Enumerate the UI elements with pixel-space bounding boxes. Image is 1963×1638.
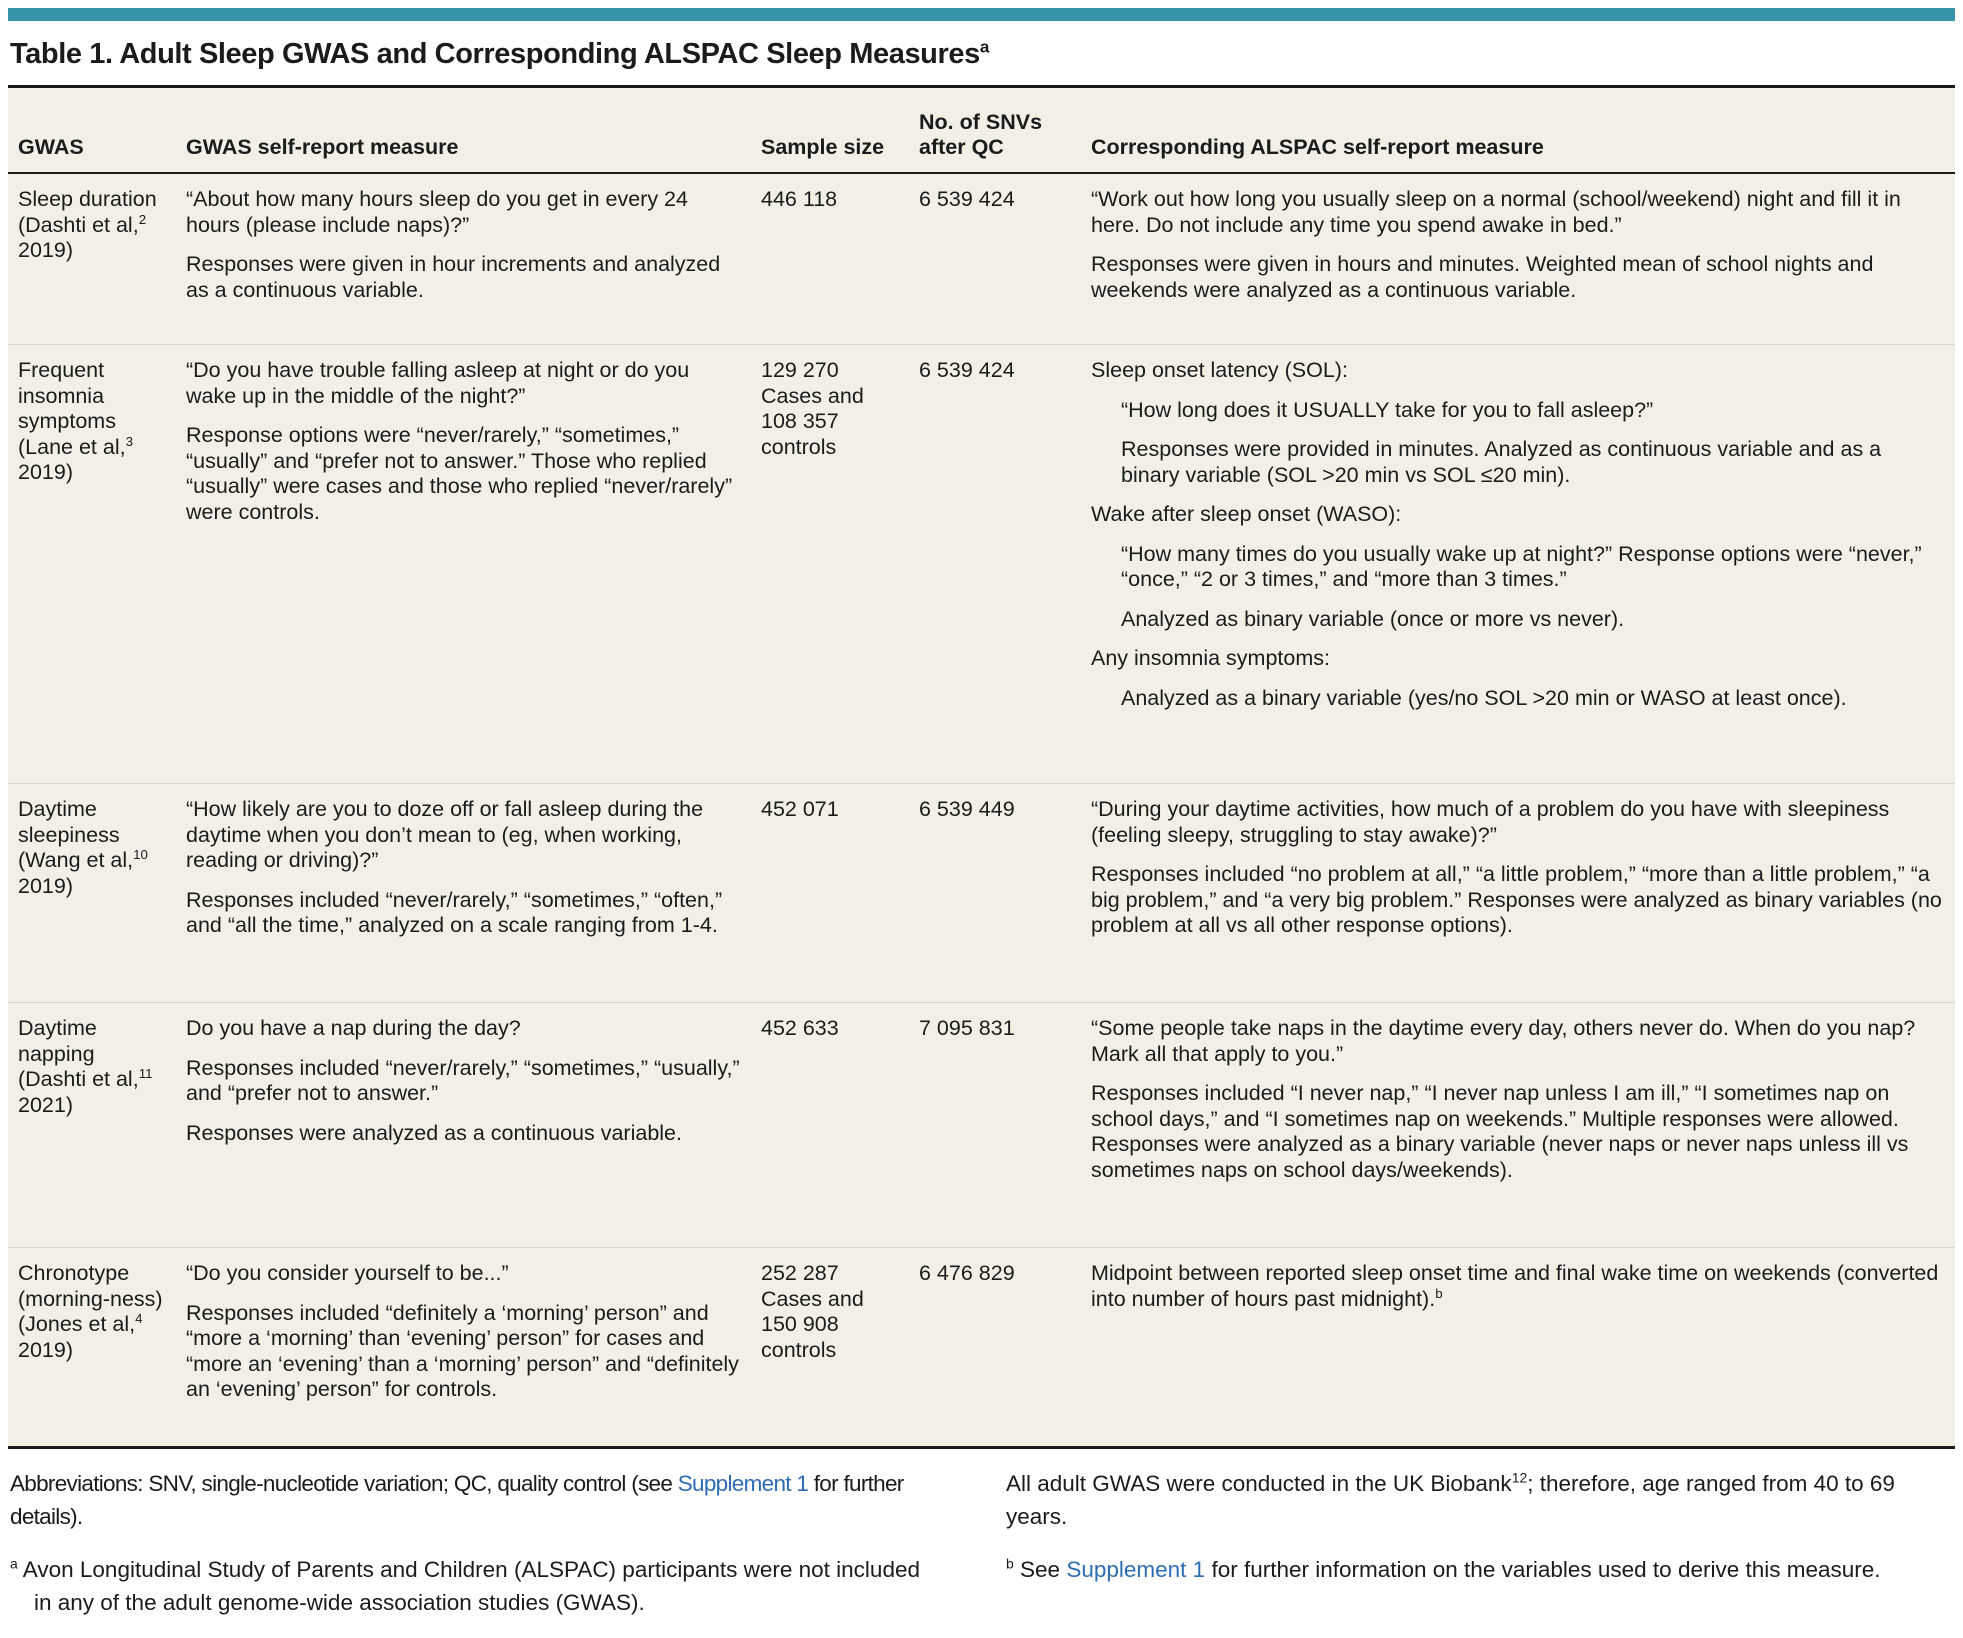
alspac-paragraph: Responses included “no problem at all,” “a little problem,” “more than a little problem,” “a big problem,” and “a very big problem.” Responses were analyzed as binary variables (no problem at all vs all other response options).	[1091, 862, 1942, 937]
citation-ref: 12	[1511, 1469, 1528, 1486]
alspac-paragraph: Responses were given in hours and minutes. Weighted mean of school nights and weekends were analyzed as a continuous variable.	[1091, 252, 1874, 302]
measure-paragraph: Responses included “never/rarely,” “sometimes,” “usually,” and “prefer not to answer.”	[186, 1055, 740, 1105]
abbreviations-note: Abbreviations: SNV, single-nucleotide variation; QC, quality control (see Supplement 1 for further details).	[10, 1471, 904, 1529]
measure-paragraph: Response options were “never/rarely,” “sometimes,” “usually” and “prefer not to answer.” Those who replied “usually” were cases and those who replied “never/rarely” were controls.	[186, 423, 733, 524]
alspac-paragraph: Responses included “I never nap,” “I never nap unless I am ill,” “I sometimes nap on school days,” and “I sometimes nap on weekends.” Multiple responses were allowed. Responses were analyzed as a binary variable (never naps or never naps unless ill vs sometimes naps on school days/weekends).	[1091, 1081, 1909, 1182]
supplement-1-link[interactable]: Supplement 1	[1066, 1557, 1206, 1582]
supplement-1-link[interactable]: Supplement 1	[677, 1471, 809, 1496]
header-gwas: GWAS	[18, 135, 84, 159]
gwas-label: Frequent insomnia symptoms (Lane et al,$^3$ 2019)	[18, 358, 133, 484]
alspac-paragraph: Responses were provided in minutes. Analyzed as continuous variable and as a binary variable (SOL >20 min vs SOL ≤20 min).	[1121, 437, 1882, 487]
gwas-measure-cell	[176, 1003, 751, 1247]
measure-paragraph: Responses included “definitely a ‘morning’ person” and “more a ‘morning’ than ‘evening’ person” for cases and “more an ‘evening’ than a ‘morning’ person” and “definitely an ‘evening’ person” for controls.	[186, 1300, 739, 1401]
gwas-measure-cell	[176, 784, 751, 1002]
snv-count-cell: 6 539 424	[919, 187, 1015, 211]
alspac-paragraph: “During your daytime activities, how much of a problem do you have with sleepiness (feeling sleepy, struggling to stay awake)?”	[1091, 797, 1890, 847]
alspac-subheading: Sleep onset latency (SOL):	[1091, 358, 1348, 382]
table-title	[10, 38, 1955, 71]
sample-size-cell: 452 071	[761, 797, 839, 821]
uk-biobank-note: All adult GWAS were conducted in the UK Biobank$^{12}$; therefore, age ranged from 40 to 69 years.	[1006, 1469, 1895, 1529]
alspac-measure-cell	[1081, 345, 1955, 783]
gwas-label: Chronotype (morning-ness) (Jones et al,$^4$ 2019)	[18, 1261, 163, 1362]
measure-paragraph: Responses were analyzed as a continuous variable.	[186, 1120, 682, 1145]
alspac-paragraph: “Work out how long you usually sleep on a normal (school/weekend) night and fill it in here. Do not include any time you spend awake in bed.”	[1091, 187, 1901, 237]
citation-ref: 3	[125, 433, 133, 449]
header-alspac-measure: Corresponding ALSPAC self-report measure	[1091, 135, 1544, 159]
sample-size-cell: 252 287 Cases and 150 908 controls	[761, 1261, 864, 1362]
alspac-paragraph: Analyzed as a binary variable (yes/no SOL >20 min or WASO at least once).	[1121, 685, 1847, 710]
citation-ref: 11	[138, 1065, 153, 1081]
header-snvs: No. of SNVs after QC	[919, 110, 1043, 159]
accent-top-bar	[8, 8, 1955, 21]
citation-ref: 4	[135, 1310, 143, 1326]
gwas-label: Daytime sleepiness (Wang et al,$^{10}$ 2019)	[18, 797, 148, 898]
citation-ref: 2	[138, 211, 147, 227]
footnote-a-marker: a	[10, 1555, 18, 1572]
measure-paragraph: “About how many hours sleep do you get in every 24 hours (please include naps)?”	[186, 187, 688, 237]
measure-paragraph: “Do you have trouble falling asleep at night or do you wake up in the middle of the night?”	[186, 358, 690, 408]
snv-count-cell: 6 539 449	[919, 797, 1015, 821]
alspac-paragraph: Analyzed as binary variable (once or more vs never).	[1121, 606, 1625, 631]
gwas-cell	[8, 1248, 176, 1446]
alspac-paragraph: “Some people take naps in the daytime every day, others never do. When do you nap? Mark all that apply to you.”	[1091, 1016, 1916, 1066]
measure-paragraph: “Do you consider yourself to be...”	[186, 1261, 509, 1285]
alspac-paragraph: “How long does it USUALLY take for you to fall asleep?”	[1121, 397, 1654, 422]
table-header-row	[8, 88, 1955, 174]
measure-paragraph: Responses included “never/rarely,” “sometimes,” “often,” and “all the time,” analyzed on a scale ranging from 1-4.	[186, 887, 723, 937]
header-gwas-measure: GWAS self-report measure	[186, 135, 459, 159]
measure-paragraph: “How likely are you to doze off or fall asleep during the daytime when you don’t mean to (eg, when working, reading or driving)?”	[186, 797, 704, 872]
alspac-measure-cell	[1081, 1248, 1955, 1446]
gwas-label: Sleep duration (Dashti et al,$^2$ 2019)	[18, 187, 157, 262]
gwas-measure-cell	[176, 1248, 751, 1446]
alspac-measure-cell	[1081, 1003, 1955, 1247]
gwas-measure-cell	[176, 345, 751, 783]
table-row	[8, 1003, 1955, 1248]
sample-size-cell: 452 633	[761, 1016, 839, 1040]
citation-ref: 10	[133, 846, 148, 862]
footnotes-left-column	[10, 1467, 942, 1638]
footnote-b: $^b$ See Supplement 1 for further information on the variables used to derive this measure.	[1006, 1555, 1881, 1582]
table-title-text: Table 1. Adult Sleep GWAS and Corresponding ALSPAC Sleep Measures	[10, 38, 980, 70]
gwas-cell	[8, 174, 176, 344]
table-row	[8, 1248, 1955, 1446]
snv-count-cell: 6 539 424	[919, 358, 1015, 382]
header-sample-size: Sample size	[761, 135, 885, 159]
footnote-ref-b: b	[1435, 1285, 1443, 1301]
alspac-subheading: Any insomnia symptoms:	[1091, 646, 1330, 670]
alspac-measure-cell	[1081, 784, 1955, 1002]
table-row	[8, 174, 1955, 345]
table-row	[8, 345, 1955, 784]
snv-count-cell: 6 476 829	[919, 1261, 1015, 1285]
table-row	[8, 784, 1955, 1003]
footnotes-section	[8, 1449, 1955, 1638]
gwas-cell	[8, 784, 176, 1002]
alspac-paragraph: “How many times do you usually wake up at night?” Response options were “never,” “once,” “2 or 3 times,” and “more than 3 times.”	[1121, 541, 1922, 591]
gwas-measure-cell	[176, 174, 751, 344]
gwas-alspac-table	[8, 85, 1955, 1449]
footnote-b-marker: b	[1006, 1555, 1014, 1572]
alspac-subheading: Wake after sleep onset (WASO):	[1091, 502, 1402, 526]
measure-paragraph: Do you have a nap during the day?	[186, 1016, 521, 1040]
footnotes-right-column	[1006, 1467, 1951, 1638]
gwas-label: Daytime napping (Dashti et al,$^{11}$ 2021)	[18, 1016, 153, 1117]
gwas-cell	[8, 1003, 176, 1247]
alspac-measure-cell	[1081, 174, 1955, 344]
measure-paragraph: Responses were given in hour increments and analyzed as a continuous variable.	[186, 252, 721, 302]
gwas-cell	[8, 345, 176, 783]
sample-size-cell: 129 270 Cases and 108 357 controls	[761, 358, 864, 459]
table-title-footnote-ref: a	[979, 37, 989, 57]
snv-count-cell: 7 095 831	[919, 1016, 1015, 1040]
alspac-paragraph: Midpoint between reported sleep onset time and final wake time on weekends (converted into number of hours past midnight).$^b$	[1091, 1261, 1939, 1311]
sample-size-cell: 446 118	[761, 187, 838, 211]
footnote-a: $^a$ Avon Longitudinal Study of Parents and Children (ALSPAC) participants were not included in any of the adult genome-wide association studies (GWAS).	[10, 1555, 920, 1615]
